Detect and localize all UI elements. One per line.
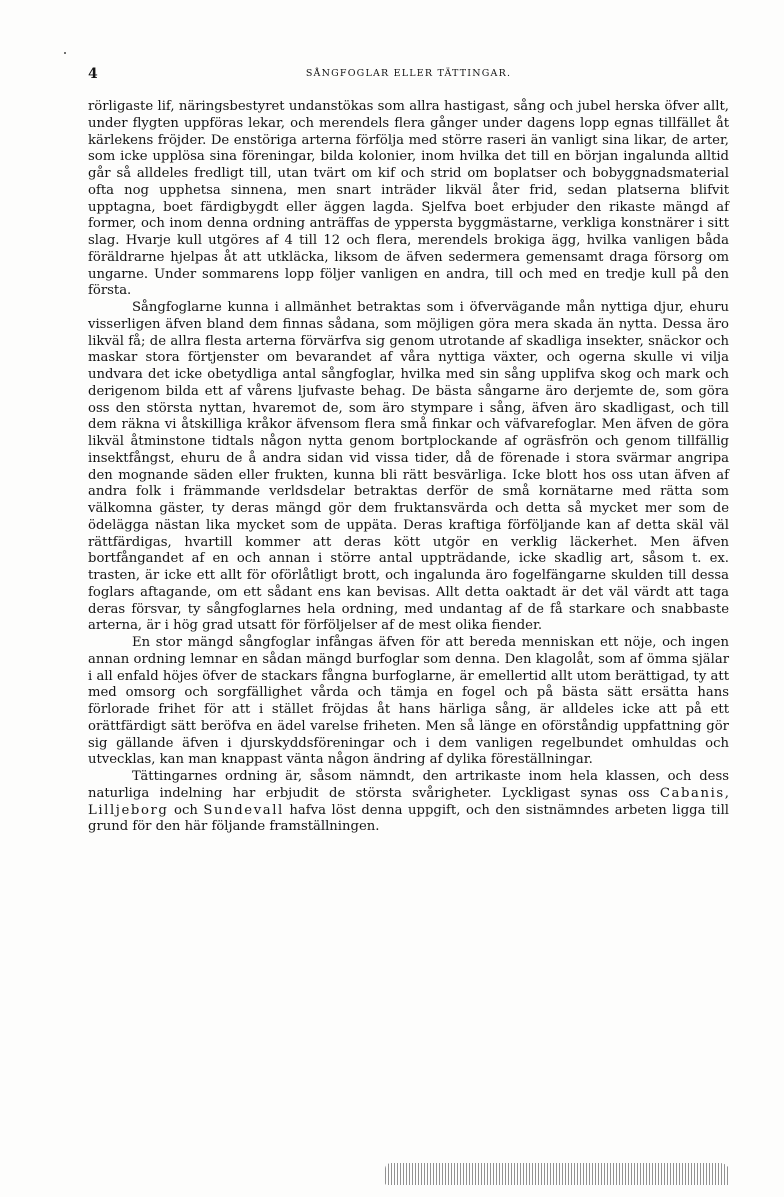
author-name: Sundevall xyxy=(203,802,284,818)
print-speck xyxy=(64,52,66,54)
paragraph-text: , xyxy=(724,785,729,801)
paragraph-text: hafva löst denna uppgift, och den sistnämndes arbeten ligga till grund för den här följande framställningen. xyxy=(88,802,730,835)
author-name: Cabanis xyxy=(659,785,725,801)
author-name: Lilljeborg xyxy=(88,802,169,818)
paragraph: Sångfoglarne kunna i allmänhet betraktas som i öfvervägande mån nyttiga djur, ehuru visserligen äfven bland dem finnas sådana, som möjligen göra mera skada än nytta. Dessa äro likväl få; de allra flesta arterna förvärfva sig genom utrotande af skadliga insekter, snäckor och maskar stora förtjenster om bevarandet af våra nyttiga växter, och ogerna skulle vi vilja undvara det icke obetydliga antal sångfoglar, hvilka med sin sång upplifva skog och mark och derigenom bilda ett af vårens ljufvaste behag. De bästa sångarne äro derjemte de, som göra oss den största nyttan, hvaremot de, som äro stympare i sång, äfven äro skadligast, och till dem räkna vi åtskilliga kråkor äfvensom flera små finkar och väfvarefoglar. Men äfven de göra likväl åtminstone tidtals någon nytta genom bortplockande af ogräsfrön och genom tillfällig insektfångst, ehuru de å andra sidan vid vissa tider, då de förenade i stora svärmar angripa den mognande säden eller frukten, kunna bli rätt besvärliga. Icke blott hos oss utan äfven af andra folk i främmande verldsdelar betraktas derför de små kornätarne med rätta som välkomna gäster, ty deras mängd gör dem fruktansvärda och detta så mycket mer som de ödelägga nästan lika mycket som de uppäta. Deras kraftiga förföljande kan af detta skäl väl rättfärdigas, hvartill kommer att deras kött utgör en verklig läckerhet. Men äfven bortfångandet af en och annan i större antal uppträdande, icke skadlig art, såsom t. ex. trasten, är icke ett allt för oförlåtligt brott, och ingalunda äro fogelfängarne skulden till dessa foglars aftagande, om ett sådant ens kan bevisas. Allt detta oaktadt är det väl värdt att taga deras försvar, ty sångfoglarnes hela ordning, med undantag af de få starkare och snabbaste arterna, är i hög grad utsatt för förföljelser af de mest olika fiender. xyxy=(88,300,729,634)
paragraph-text: och xyxy=(168,802,204,818)
scan-artifact xyxy=(385,1163,730,1185)
paragraph: rörligaste lif, näringsbestyret undanstökas som allra hastigast, sång och jubel herska öfver allt, under flygten uppföras lekar, och merendels flera gånger under dagens lopp egnas tillfället åt kärlekens fröjder. De enstöriga arterna förfölja med större raseri än vanligt sina likar, de arter, som icke upplösa sina föreningar, bilda kolonier, inom hvilka det till en början ingalunda alltid går så alldeles fredligt till, utan tvärt om kif och strid om boplatser och bobyggnadsmaterial ofta nog upphetsa sinnena, men snart inträder likväl åter frid, sedan platserna blifvit upptagna, boet färdigbygdt eller äggen lagda. Sjelfva boet erbjuder den rikaste mängd af former, och inom denna ordning anträffas de yppersta byggmästarne, verkliga konstnärer i sitt slag. Hvarje kull utgöres af 4 till 12 och flera, merendels brokiga ägg, hvilka vanligen båda föräldrarne hjelpas åt att utkläcka, liksom de äfven sedermera gemensamt draga försorg om ungarne. Under sommarens lopp följer vanligen en andra, till och med en tredje kull på den första. xyxy=(88,99,729,299)
paragraph-text: Tättingarnes ordning är, såsom nämndt, den artrikaste inom hela klassen, och dess naturliga indelning har erbjudit de största svårigheter. Lyckligast synas oss xyxy=(88,769,729,801)
page-header xyxy=(88,66,729,86)
body-text xyxy=(88,99,729,836)
paragraph-final xyxy=(88,769,729,836)
paragraph: En stor mängd sångfoglar infångas äfven för att bereda menniskan ett nöje, och ingen annan ordning lemnar en sådan mängd burfoglar som denna. Den klagolåt, som af ömma själar i all enfald höjes öfver de stackars fångna burfoglarne, är emellertid allt utom berättigad, ty att med omsorg och sorgfällighet vårda och tämja en fogel och på bästa sätt ersätta hans förlorade frihet för att i stället fröjdas åt hans härliga sång, är alldeles icke att på ett orättfärdigt sätt beröfva en ädel varelse friheten. Men så länge en oförståndig uppfattning gör sig gällande äfven i djurskyddsföreningar och i dem vanligen regelbundet omhuldas och utvecklas, kan man knappast vänta någon ändring af dylika föreställningar. xyxy=(88,635,729,768)
running-title: SÅNGFOGLAR ELLER TÄTTINGAR. xyxy=(305,68,512,79)
page-number: 4 xyxy=(88,66,98,82)
